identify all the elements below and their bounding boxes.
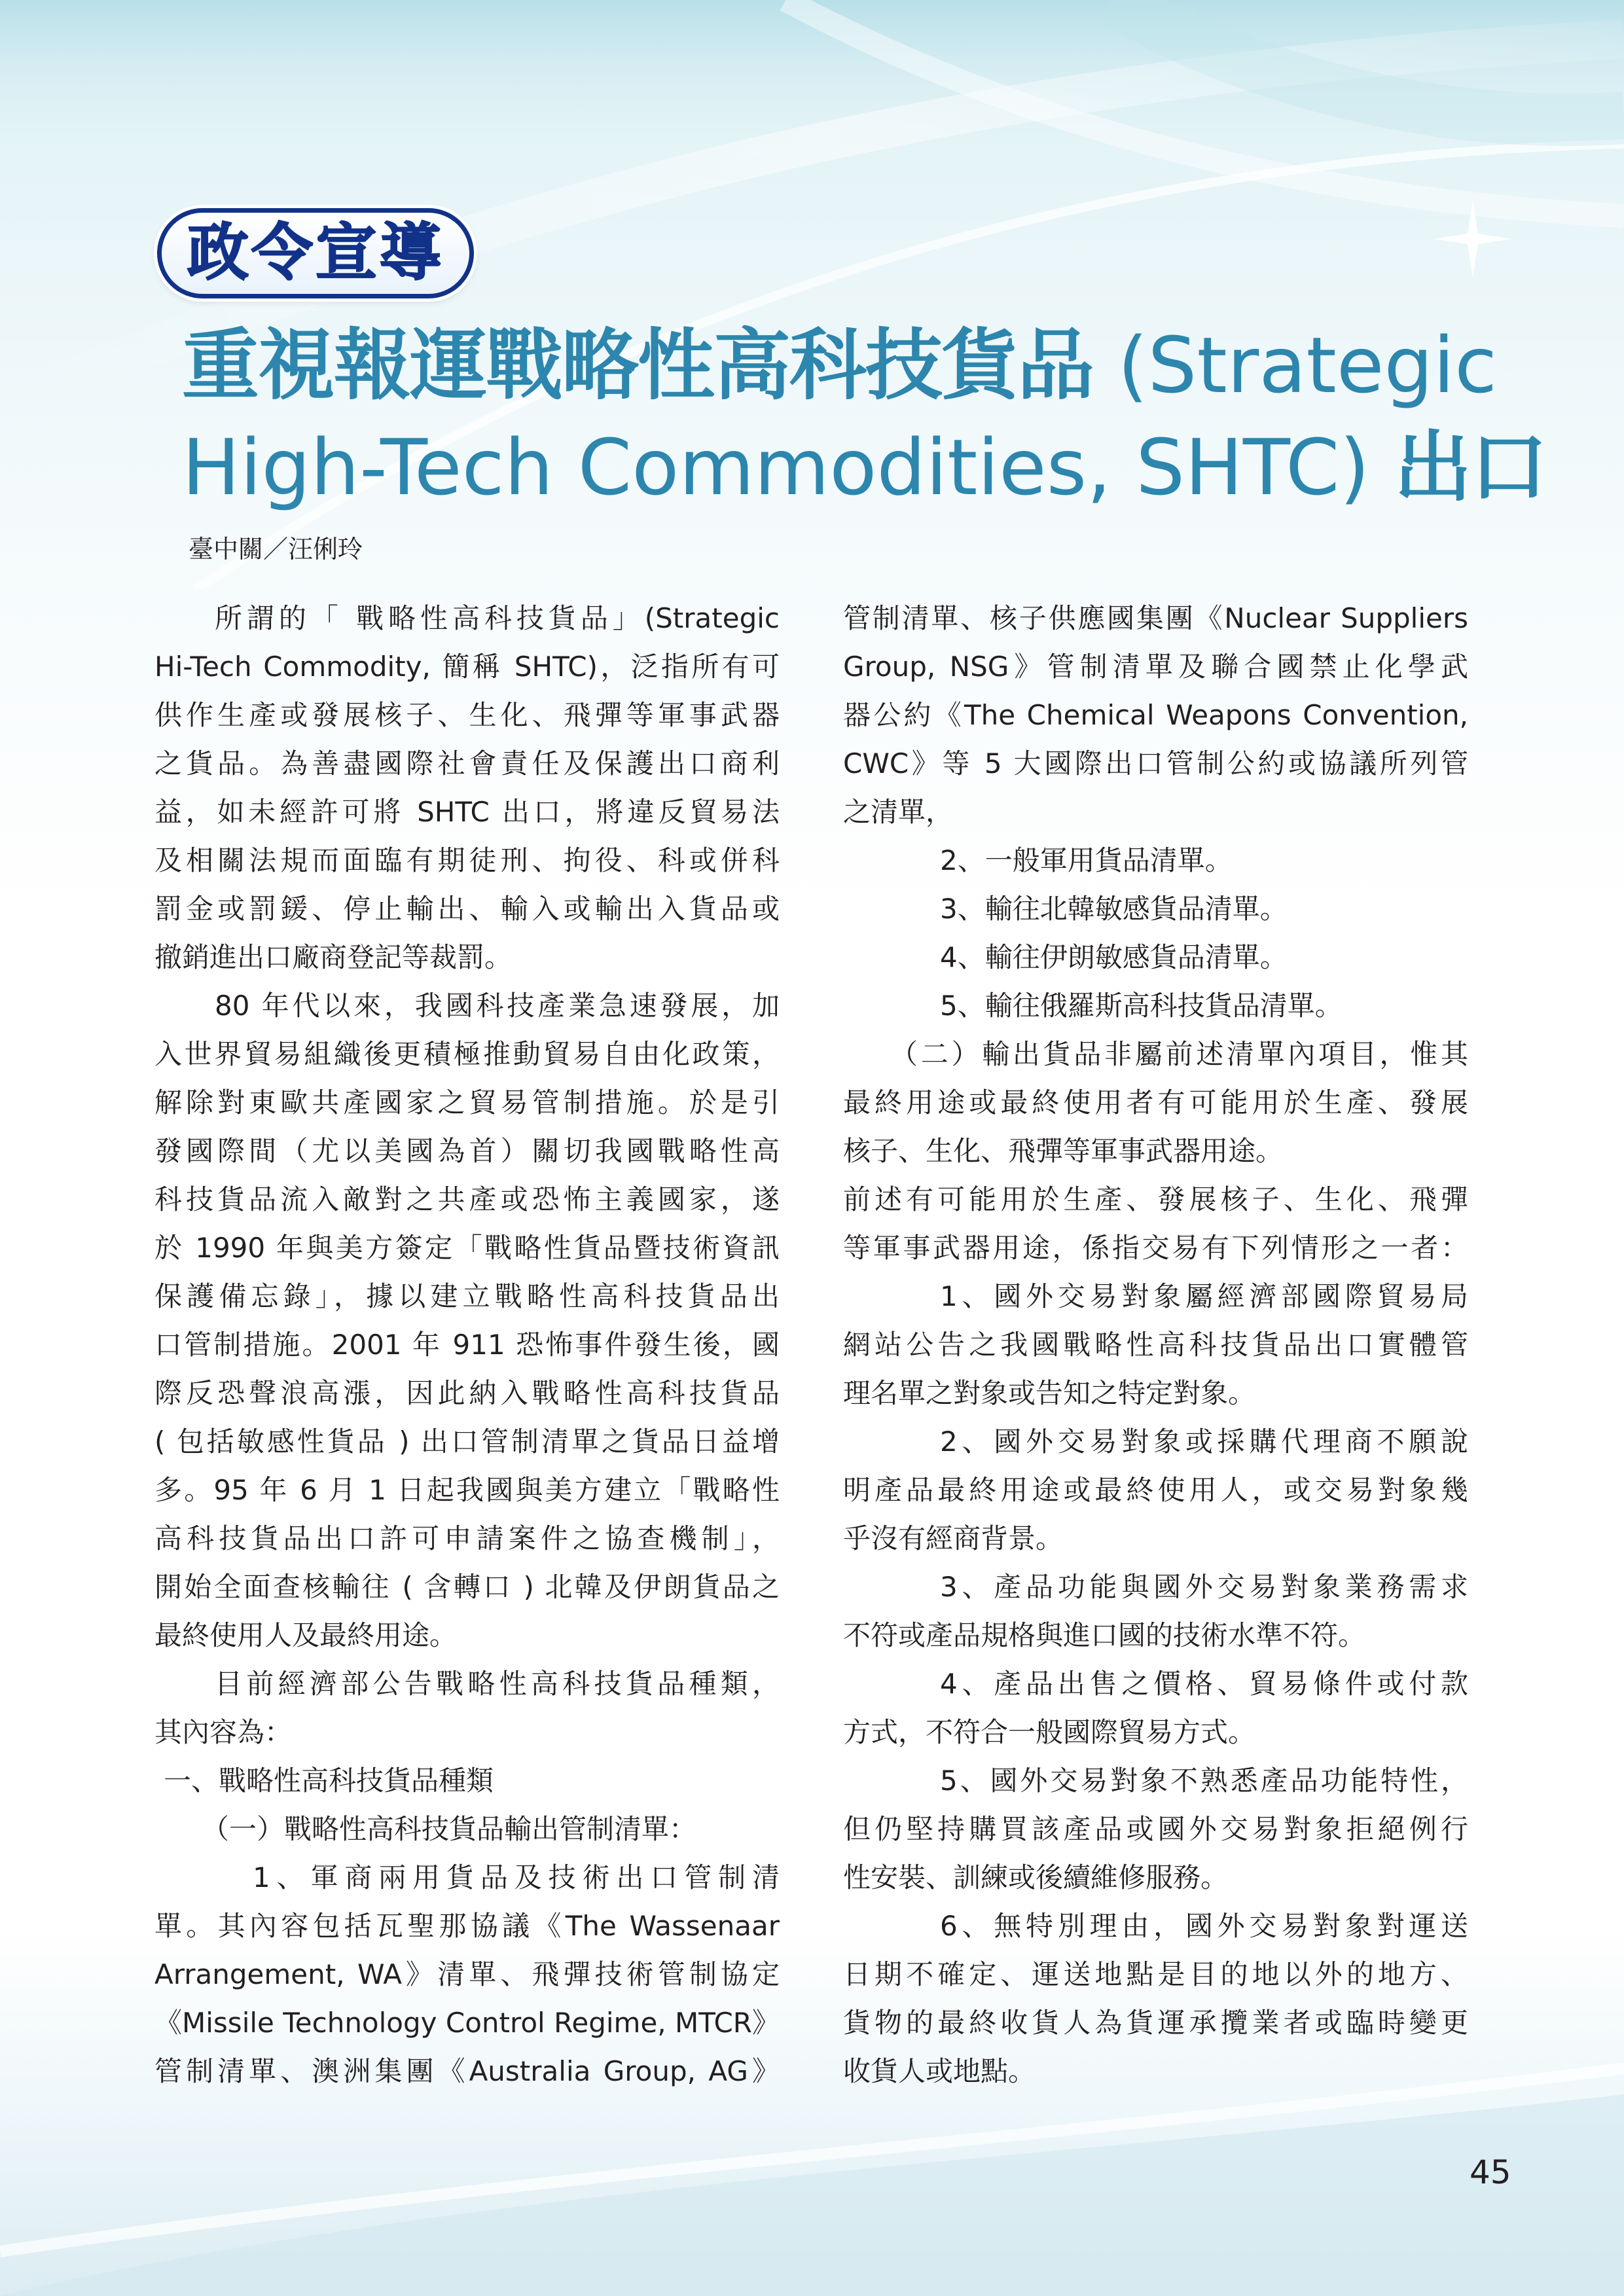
body-line: 供作生產或發展核子、生化、飛彈等軍事武器 [154, 699, 780, 731]
body-line: 管制清單、澳洲集團《Australia Group, AG》 [154, 2055, 780, 2087]
body-line: 口管制措施。2001 年 911 恐怖事件發生後，國 [154, 1329, 780, 1361]
list-item: 4、輸往伊朗敏感貨品清單。 [940, 941, 1288, 973]
body-line: 不符或產品規格與進口國的技術水準不符。 [843, 1619, 1366, 1651]
body-line: 科技貨品流入敵對之共產或恐怖主義國家，遂 [154, 1183, 780, 1215]
body-line: 益，如未經許可將 SHTC 出口，將違反貿易法 [154, 796, 780, 828]
list-item: 1、國外交易對象屬經濟部國際貿易局 [940, 1280, 1468, 1312]
body-line: 管制清單、核子供應國集團《Nuclear Suppliers [843, 602, 1468, 634]
list-item: 6、無特別理由，國外交易對象對運送 [940, 1910, 1468, 1942]
author-byline: 臺中關／汪俐玲 [189, 535, 363, 564]
subsection-heading: （一）戰略性高科技貨品輸出管制清單： [202, 1813, 697, 1845]
body-line: 發國際間（尤以美國為首）關切我國戰略性高 [154, 1135, 780, 1167]
body-line: 性安裝、訓練或後續維修服務。 [843, 1861, 1229, 1893]
body-line: 解除對東歐共產國家之貿易管制措施。於是引 [154, 1086, 780, 1119]
body-line: 最終使用人及最終用途。 [154, 1619, 458, 1651]
title-line-2-zh: 出口 [1394, 422, 1547, 512]
title-line-1-en: (Strategic [1093, 320, 1497, 410]
body-line: 器公約《The Chemical Weapons Convention, [843, 699, 1468, 731]
body-line: 《Missile Technology Control Regime, MTCR》 [154, 2007, 780, 2039]
body-line: 乎沒有經商背景。 [843, 1522, 1064, 1554]
body-line: 最終用途或最終使用者有可能用於生產、發展 [843, 1086, 1468, 1119]
body-line: 保護備忘錄」，據以建立戰略性高科技貨品出 [154, 1280, 780, 1312]
title-line-1-zh: 重視報運戰略性高科技貨品 [182, 320, 1094, 410]
body-line: 於 1990 年與美方簽定「戰略性貨品暨技術資訊 [154, 1232, 780, 1264]
body-line: 多。95 年 6 月 1 日起我國與美方建立「戰略性 [154, 1474, 780, 1506]
body-line: 前述有可能用於生產、發展核子、生化、飛彈 [843, 1183, 1468, 1215]
article-title [182, 314, 1547, 518]
body-line: 目前經濟部公告戰略性高科技貨品種類， [215, 1668, 780, 1700]
list-item: 4、產品出售之價格、貿易條件或付款 [940, 1668, 1468, 1700]
body-line: Group, NSG》管制清單及聯合國禁止化學武 [843, 651, 1468, 683]
body-line: 等軍事武器用途，係指交易有下列情形之一者： [843, 1232, 1468, 1264]
body-line: 核子、生化、飛彈等軍事武器用途。 [843, 1135, 1284, 1167]
body-line: 之貨品。為善盡國際社會責任及保護出口商利 [154, 747, 780, 780]
body-line: 貨物的最終收貨人為貨運承攬業者或臨時變更 [843, 2007, 1468, 2039]
body-line: 80 年代以來，我國科技產業急速發展，加 [215, 990, 780, 1022]
body-line: 入世界貿易組織後更積極推動貿易自由化政策， [154, 1038, 780, 1070]
list-item: 2、一般軍用貨品清單。 [940, 844, 1233, 876]
body-line: CWC》等 5 大國際出口管制公約或協議所列管 [843, 747, 1468, 780]
title-line-1 [182, 314, 1497, 416]
body-line: 收貨人或地點。 [843, 2055, 1036, 2087]
title-line-2 [182, 416, 1547, 518]
body-line: 日期不確定、運送地點是目的地以外的地方、 [843, 1958, 1468, 1990]
body-line: 之清單， [843, 796, 954, 828]
body-line: 罰金或罰鍰、停止輸出、輸入或輸出入貨品或 [154, 893, 780, 925]
body-line: 際反恐聲浪高漲，因此納入戰略性高科技貨品 [154, 1377, 780, 1409]
section-badge [157, 208, 474, 298]
body-line: 明產品最終用途或最終使用人，或交易對象幾 [843, 1474, 1468, 1506]
body-line: 網站公告之我國戰略性高科技貨品出口實體管 [843, 1329, 1468, 1361]
right-column [843, 594, 1468, 2096]
body-line: 所謂的「 戰略性高科技貨品」(Strategic [215, 602, 780, 634]
body-line: Arrangement, WA》清單、飛彈技術管制協定 [154, 1958, 780, 1990]
body-line: 開始全面查核輸往 ( 含轉口 ) 北韓及伊朗貨品之 [154, 1571, 780, 1603]
subsection-heading: （二）輸出貨品非屬前述清單內項目，惟其 [890, 1038, 1468, 1070]
section-badge-label: 政令宣導 [187, 217, 444, 289]
body-line: 其內容為： [154, 1716, 293, 1748]
body-line: 高科技貨品出口許可申請案件之協查機制」， [154, 1522, 780, 1554]
body-line: 撤銷進出口廠商登記等裁罰。 [154, 941, 513, 973]
page-number: 45 [1470, 2153, 1511, 2191]
body-line: 但仍堅持購買該產品或國外交易對象拒絕例行 [843, 1813, 1468, 1845]
left-column [154, 594, 780, 2096]
body-line: 及相關法規而面臨有期徒刑、拘役、科或併科 [154, 844, 780, 876]
section-heading: 一、戰略性高科技貨品種類 [164, 1765, 494, 1797]
body-line: Hi-Tech Commodity, 簡稱 SHTC)，泛指所有可 [154, 651, 780, 683]
body-line: 方式，不符合一般國際貿易方式。 [843, 1716, 1256, 1748]
list-item: 3、產品功能與國外交易對象業務需求 [940, 1571, 1468, 1603]
list-item: 2、國外交易對象或採購代理商不願說 [940, 1426, 1468, 1458]
list-item: 5、輸往俄羅斯高科技貨品清單。 [940, 990, 1343, 1022]
list-item: 3、輸往北韓敏感貨品清單。 [940, 893, 1288, 925]
list-item: 1、軍商兩用貨品及技術出口管制清 [253, 1861, 780, 1893]
list-item: 5、國外交易對象不熟悉產品功能特性， [940, 1765, 1468, 1797]
title-line-2-en: High-Tech Commodities, SHTC) [182, 422, 1394, 512]
body-line: ( 包括敏感性貨品 ) 出口管制清單之貨品日益增 [154, 1426, 780, 1458]
body-line: 單。其內容包括瓦聖那協議《The Wassenaar [154, 1910, 780, 1942]
body-line: 理名單之對象或告知之特定對象。 [843, 1377, 1256, 1409]
